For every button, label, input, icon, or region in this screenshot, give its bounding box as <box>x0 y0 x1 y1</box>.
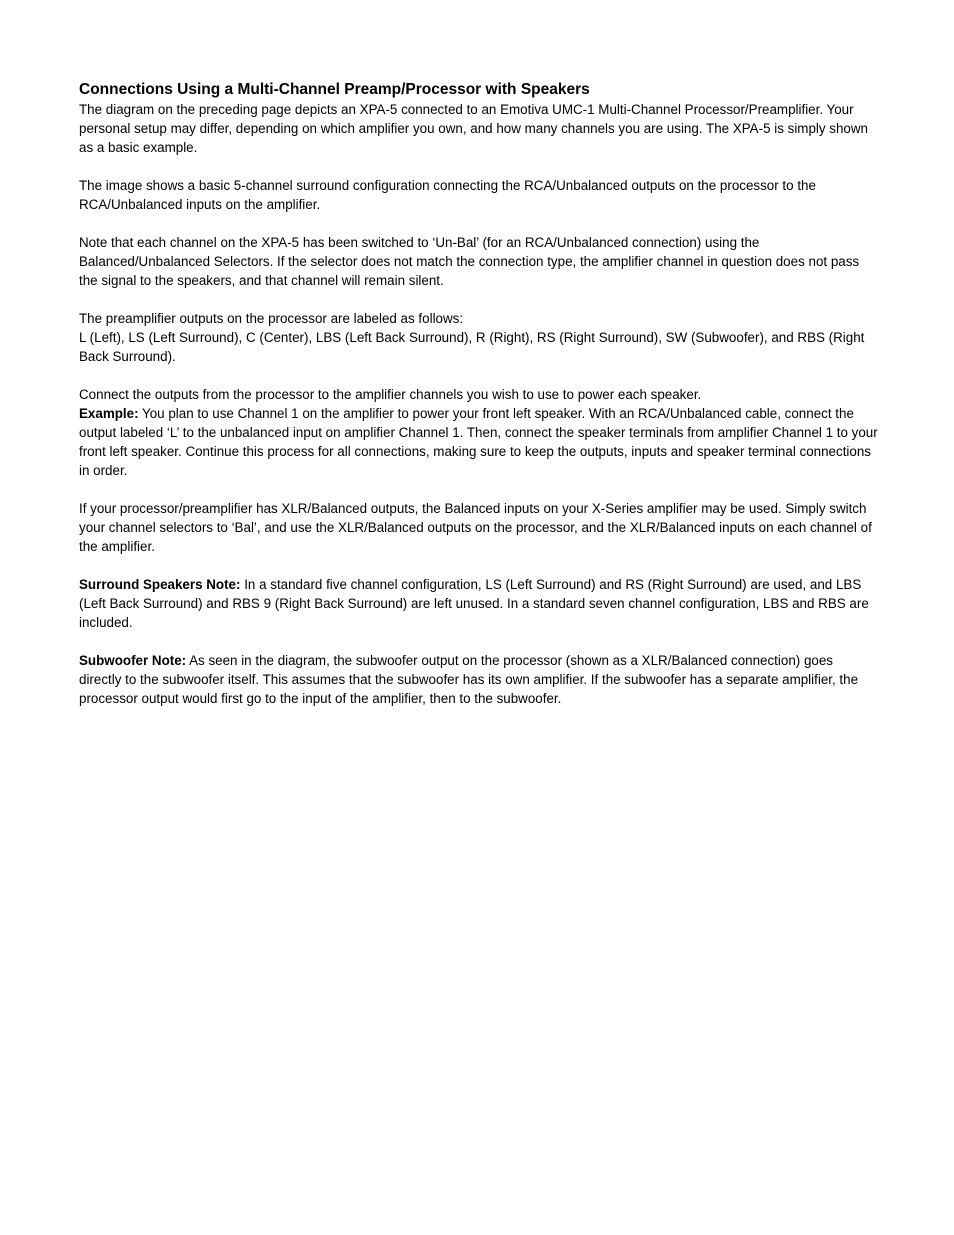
paragraph-selector-note: Note that each channel on the XPA-5 has been switched to ‘Un-Bal’ (for an RCA/Unbalanced connection) using the Balanced/Unbalanced Selectors. If the selector does not match the connection type, the amplifier channel in question does not pass the signal to the speakers, and that channel will remain silent. <box>79 235 860 288</box>
output-labels-intro: The preamplifier outputs on the processor are labeled as follows: <box>79 311 464 326</box>
connect-outputs-intro: Connect the outputs from the processor to the amplifier channels you wish to use to power each speaker. <box>79 387 702 402</box>
document-page <box>79 80 879 727</box>
paragraph-surround-note <box>79 575 879 632</box>
paragraph-connect-outputs <box>79 385 879 480</box>
paragraph-configuration: The image shows a basic 5-channel surround configuration connecting the RCA/Unbalanced outputs on the processor to the RCA/Unbalanced inputs on the amplifier. <box>79 178 816 212</box>
paragraph-subwoofer-note <box>79 651 879 708</box>
paragraph-intro: The diagram on the preceding page depicts an XPA-5 connected to an Emotiva UMC-1 Multi-Channel Processor/Preamplifier. Your personal setup may differ, depending on which amplifier you own, and how many channels you are using. The XPA-5 is simply shown as a basic example. <box>79 102 868 155</box>
example-label: Example: <box>79 406 139 421</box>
surround-note-label: Surround Speakers Note: <box>79 577 241 592</box>
section-title: Connections Using a Multi-Channel Preamp/Processor with Speakers <box>79 81 590 98</box>
surround-note-text: In a standard five channel configuration, LS (Left Surround) and RS (Right Surround) are used, and LBS (Left Back Surround) and RBS 9 (Right Back Surround) are left unused. In a standard seven channel configuration, LBS and RBS are included. <box>79 577 869 630</box>
subwoofer-note-label: Subwoofer Note: <box>79 653 187 668</box>
output-labels-list: L (Left), LS (Left Surround), C (Center), LBS (Left Back Surround), R (Right), RS (Right Surround), SW (Subwoofer), and RBS (Right Back Surround). <box>79 330 865 364</box>
subwoofer-note-text: As seen in the diagram, the subwoofer output on the processor (shown as a XLR/Balanced connection) goes directly to the subwoofer itself. This assumes that the subwoofer has its own amplifier. If the subwoofer has a separate amplifier, the processor output would first go to the input of the amplifier, then to the subwoofer. <box>79 653 859 706</box>
paragraph-output-labels <box>79 309 879 366</box>
example-text: You plan to use Channel 1 on the amplifier to power your front left speaker. With an RCA/Unbalanced cable, connect the output labeled ‘L’ to the unbalanced input on amplifier Channel 1. Then, connect the speaker terminals from amplifier Channel 1 to your front left speaker. Continue this process for all connections, making sure to keep the outputs, inputs and speaker terminal connections in order. <box>79 406 878 478</box>
paragraph-balanced-outputs: If your processor/preamplifier has XLR/Balanced outputs, the Balanced inputs on your X-Series amplifier may be used. Simply switch your channel selectors to ‘Bal’, and use the XLR/Balanced outputs on the processor, and the XLR/Balanced inputs on each channel of the amplifier. <box>79 501 872 554</box>
